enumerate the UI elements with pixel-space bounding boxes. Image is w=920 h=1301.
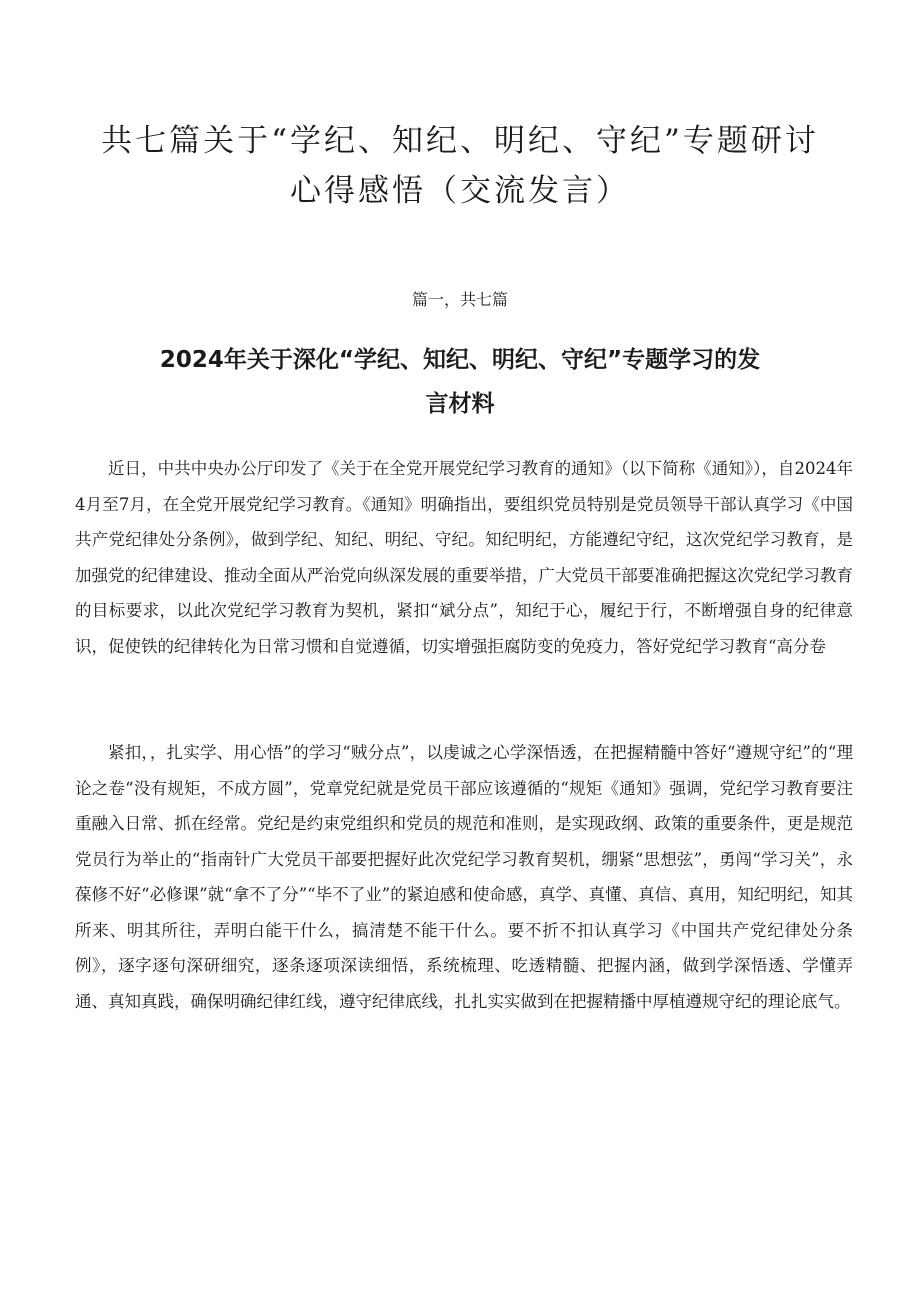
body-paragraph-2: 紧扣，，扎实学、用心悟”的学习“贼分点”，以虔诚之心学深悟透，在把握精髓中答好“遵规守纪”的“理论之卷“没有规矩，不成方圆”，党章党纪就是党员干部应该遵循的“规矩《通知》强调，党纪学习教育要注重融入日常、抓在经常。党纪是约束党组织和党员的规范和准则，是实现政纲、政策的重要条件，更是规范党员行为举止的“指南针广大党员干部要把握好此次党纪学习教育契机，绷紧“思想弦”，勇闯“学习关”，永葆修不好“必修课”就“拿不了分”“毕不了业”的紧迫感和使命感，真学、真懂、真信、真用，知纪明纪，知其所来、明其所往，弄明白能干什么，搞清楚不能干什么。要不折不扣认真学习《中国共产党纪律处分条例》，逐字逐句深研细究，逐条逐项深读细悟，系统梳理、吃透精髓、把握内涵，做到学深悟透、学懂弄通、真知真践，确保明确纪律红线，遵守纪律底线，扎扎实实做到在把握精播中厚植遵规守纪的理论底气。 <box>75 743 853 1011</box>
section-title-line-1: 2024年关于深化“学纪、知纪、明纪、守纪”专题学习的发 <box>159 347 761 373</box>
section-title <box>80 338 840 426</box>
body-paragraph-1: 近日，中共中央办公厅印发了《关于在全党开展党纪学习教育的通知》（以下简称《通知》），自2024年4月至7月，在全党开展党纪学习教育。《通知》明确指出，要组织党员特别是党员领导干部认真学习《中国共产党纪律处分条例》，做到学纪、知纪、明纪、守纪。知纪明纪，方能遵纪守纪，这次党纪学习教育，是加强党的纪律建设、推动全面从严治党向纵深发展的重要举措，广大党员干部要准确把握这次党纪学习教育的目标要求，以此次党纪学习教育为契机，紧扣“斌分点”，知纪于心，履纪于行，不断增强自身的纪律意识，促使铁的纪律转化为日常习惯和自觉遵循，切实增强拒腐防变的免疫力，答好党纪学习教育“高分卷 <box>75 459 853 656</box>
main-title <box>60 116 860 216</box>
main-title-line-2: 心得感悟（交流发言） <box>290 173 630 209</box>
main-title-line-1: 共七篇关于“学纪、知纪、明纪、守纪”专题研讨 <box>101 123 819 159</box>
section-label: 篇一，共七篇 <box>411 290 508 309</box>
section-title-line-2: 言材料 <box>425 391 495 417</box>
